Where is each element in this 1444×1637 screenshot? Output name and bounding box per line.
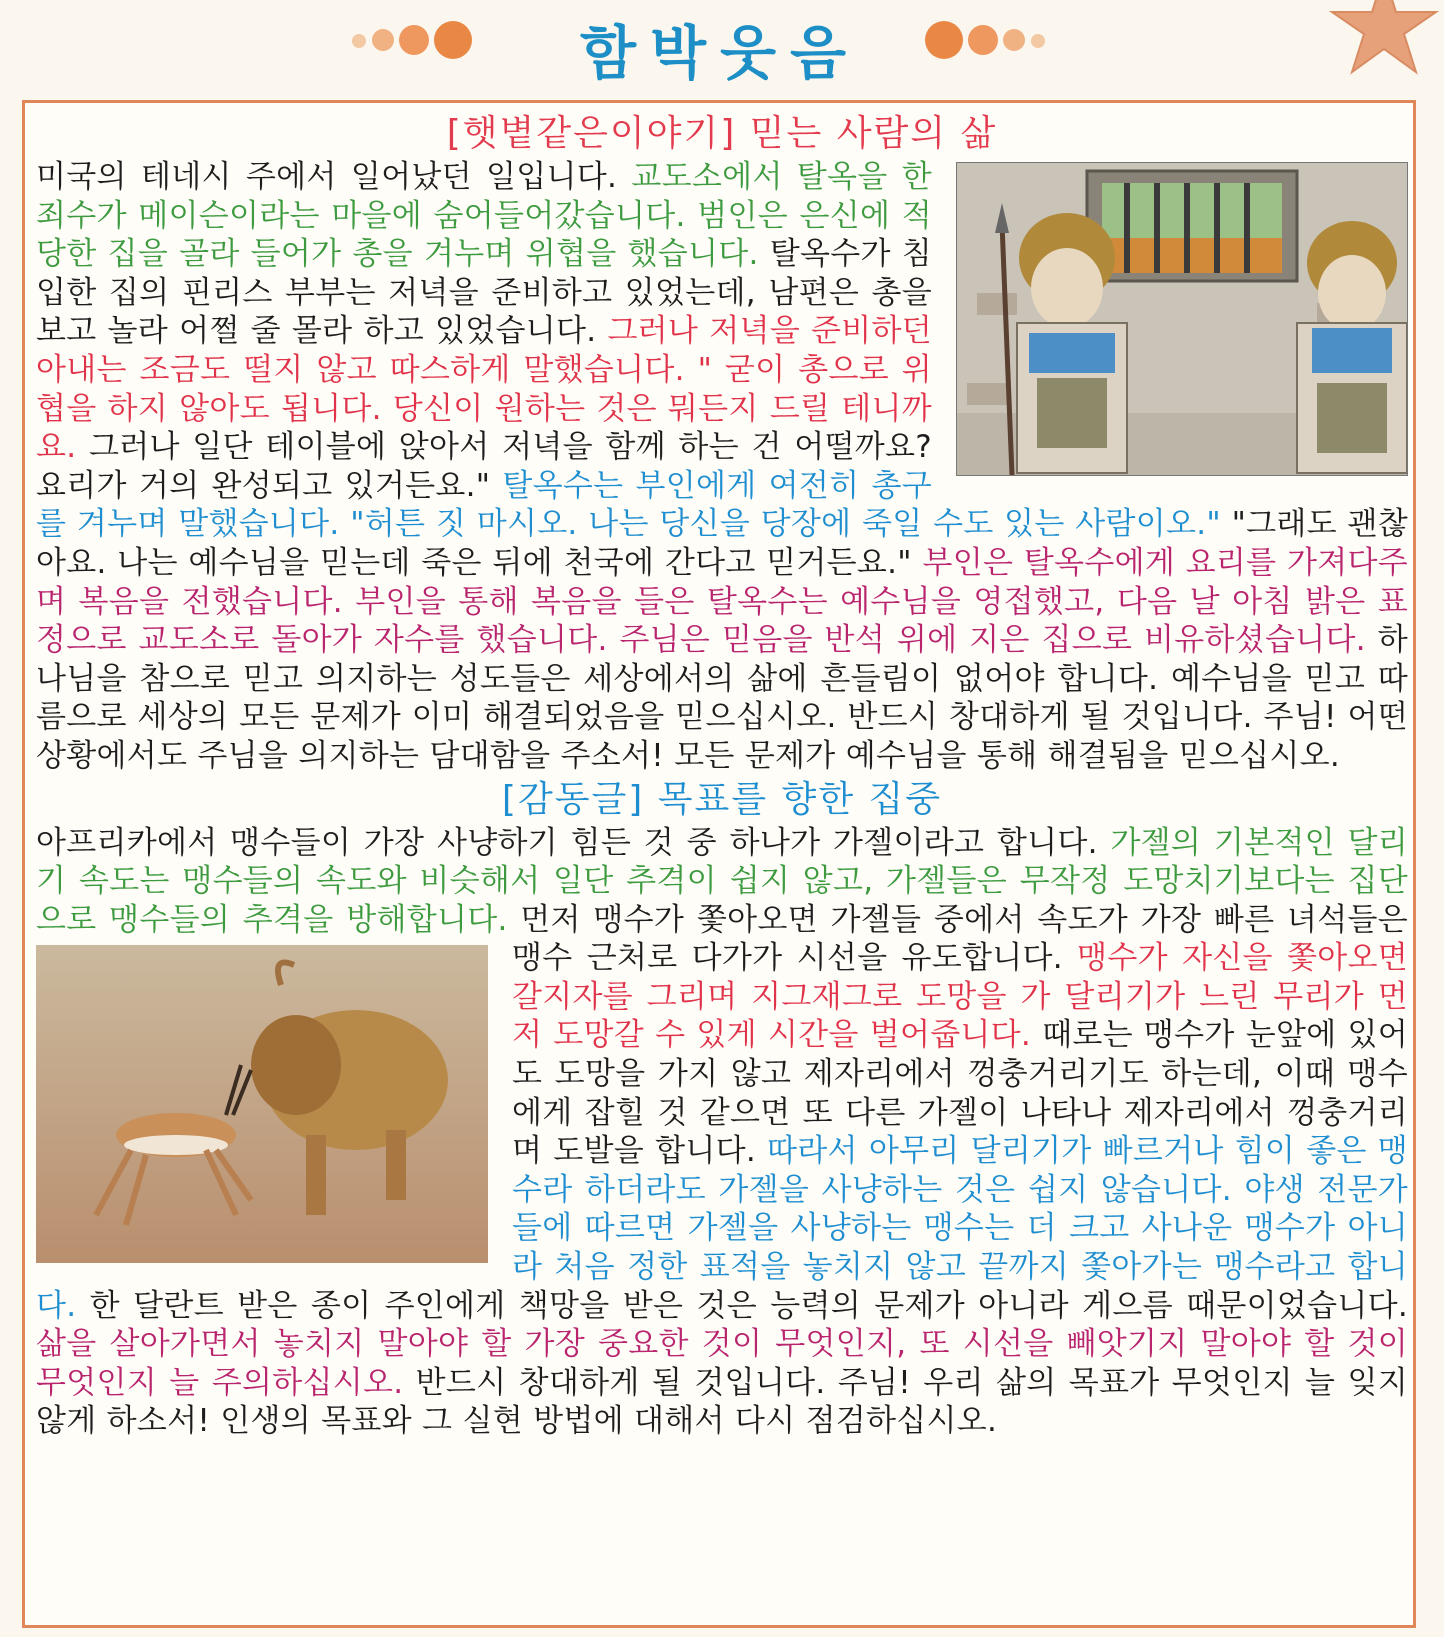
story2-text: 삶을 살아가면서 놓치지 말아야 할 가장 중요한 것이 무엇인지, 또 시선을 빼앗기지 말아야 할 것이 무엇인지 늘 주의하십시오.	[36, 1326, 1408, 1401]
decor-dot	[352, 34, 366, 48]
decor-dot	[925, 21, 963, 59]
story1-text: 탈옥수는 부인에게 여전히 총구를 겨누며 말했습니다. "허튼 짓 마시오. 나는 당신을 당장에 죽일 수도 있는 사람이오."	[36, 467, 1221, 543]
decor-dot	[399, 25, 429, 55]
story1-text: "그래도 괜찮아요. 나는 예수님을 믿는데 죽은 뒤에 천국에 간다고 믿거든요."	[36, 506, 1408, 581]
story2-text: 먼저 맹수가 쫓아오면 가젤들 중에서 속도가 가장 빠른 녀석들은 맹수 근처로 다가가 시선을 유도합니다.	[507, 901, 1409, 977]
story1-text: 미국의 테네시 주에서 일어났던 일입니다.	[36, 159, 632, 195]
story2-text: 따라서 아무리 달리기가 빠르거나 힘이 좋은 맹수라 하더라도 가젤을 사냥하는 것은 쉽지 않습니다. 야생 전문가들에 따르면 가젤을 사냥하는 맹수는 더 크고 사나운 맹수가 아니라 처음 정한 표적을 놓치지 않고 끝까지 쫓아가는 맹수라고 합니다.	[36, 1133, 1408, 1324]
story2-text: 한 달란트 받은 종이 주인에게 책망을 받은 것은 능력의 문제가 아니라 게으름 때문이었습니다.	[76, 1287, 1408, 1324]
decor-dot	[1003, 29, 1025, 51]
content	[36, 110, 1408, 1620]
story1-text: 부인은 탈옥수에게 요리를 가져다주며 복음을 전했습니다. 부인을 통해 복음을 들은 탈옥수는 예수님을 영접했고, 다음 날 아침 밝은 표정으로 교도소로 돌아가 자수를 했습니다. 주님은 믿음을 반석 위에 지은 집으로 비유하셨습니다.	[36, 544, 1408, 659]
story1-text: 탈옥수가 침입한 집의 핀리스 부부는 저녁을 준비하고 있었는데, 남편은 총을 보고 놀라 어쩔 줄 몰라 하고 있었습니다.	[36, 236, 932, 350]
story2-text: 반드시 창대하게 될 것입니다. 주님! 우리 삶의 목표가 무엇인지 늘 잊지 않게 하소서! 인생의 목표와 그 실현 방법에 대해서 다시 점검하십시오.	[36, 1364, 1409, 1440]
story2-text: 아프리카에서 맹수들이 가장 사냥하기 힘든 것 중 하나가 가젤이라고 합니다.	[36, 824, 1111, 861]
decor-dot	[372, 29, 394, 51]
story2-text: 가젤의 기본적인 달리기 속도는 맹수들의 속도와 비슷해서 일단 추격이 쉽지 않고, 가젤들은 무작정 도망치기보다는 집단으로 맹수들의 추격을 방해합니다.	[36, 824, 1408, 938]
prison-guards-illustration	[956, 162, 1408, 476]
story1-heading: [햇볕같은이야기] 믿는 사람의 삶	[446, 113, 998, 154]
story1-text: 그러나 일단 테이블에 앉아서 저녁을 함께 하는 건 어떨까요? 요리가 거의 완성되고 있거든요."	[36, 429, 932, 504]
decor-dot	[434, 21, 472, 59]
story2-heading: [감동글] 목표를 향한 집중	[501, 778, 943, 820]
story1-text: 하나님을 참으로 믿고 의지하는 성도들은 세상에서의 삶에 흔들림이 없어야 합니다. 예수님을 믿고 따름으로 세상의 모든 문제가 이미 해결되었음을 믿으십시오. 반드시 창대하게 될 것입니다. 주님! 어떤 상황에서도 주님을 의지하는 담대함을 주소서! 모든 문제가 예수님을 통해 해결됨을 믿으십시오.	[36, 622, 1409, 774]
decor-dot	[968, 25, 998, 55]
star-icon	[1324, 0, 1444, 84]
story1-text: 교도소에서 탈옥을 한 죄수가 메이슨이라는 마을에 숨어들어갔습니다. 범인은 은신에 적당한 집을 골라 들어가 총을 겨누며 위협을 했습니다.	[36, 159, 932, 273]
header	[0, 0, 1444, 90]
decor-dot	[1031, 34, 1045, 48]
story2-text: 맹수가 자신을 쫓아오면 갈지자를 그리며 지그재그로 도망을 가 달리기가 느린 무리가 먼저 도망갈 수 있게 시간을 벌어줍니다.	[512, 940, 1408, 1054]
page-title: 함박웃음	[579, 19, 861, 87]
lion-chasing-gazelle-photo	[36, 945, 488, 1263]
story2-text: 때로는 맹수가 눈앞에 있어도 도망을 가지 않고 제자리에서 껑충거리기도 하는데, 이때 맹수에게 잡힐 것 같으면 또 다른 가젤이 나타나 제자리에서 껑충거리며 도발을 합니다.	[512, 1017, 1408, 1170]
story1-text: 그러나 저녁을 준비하던 아내는 조금도 떨지 않고 따스하게 말했습니다. " 굳이 총으로 위협을 하지 않아도 됩니다. 당신이 원하는 것은 뭐든지 드릴 테니까요.	[36, 313, 932, 466]
story2-body	[36, 824, 1408, 1442]
